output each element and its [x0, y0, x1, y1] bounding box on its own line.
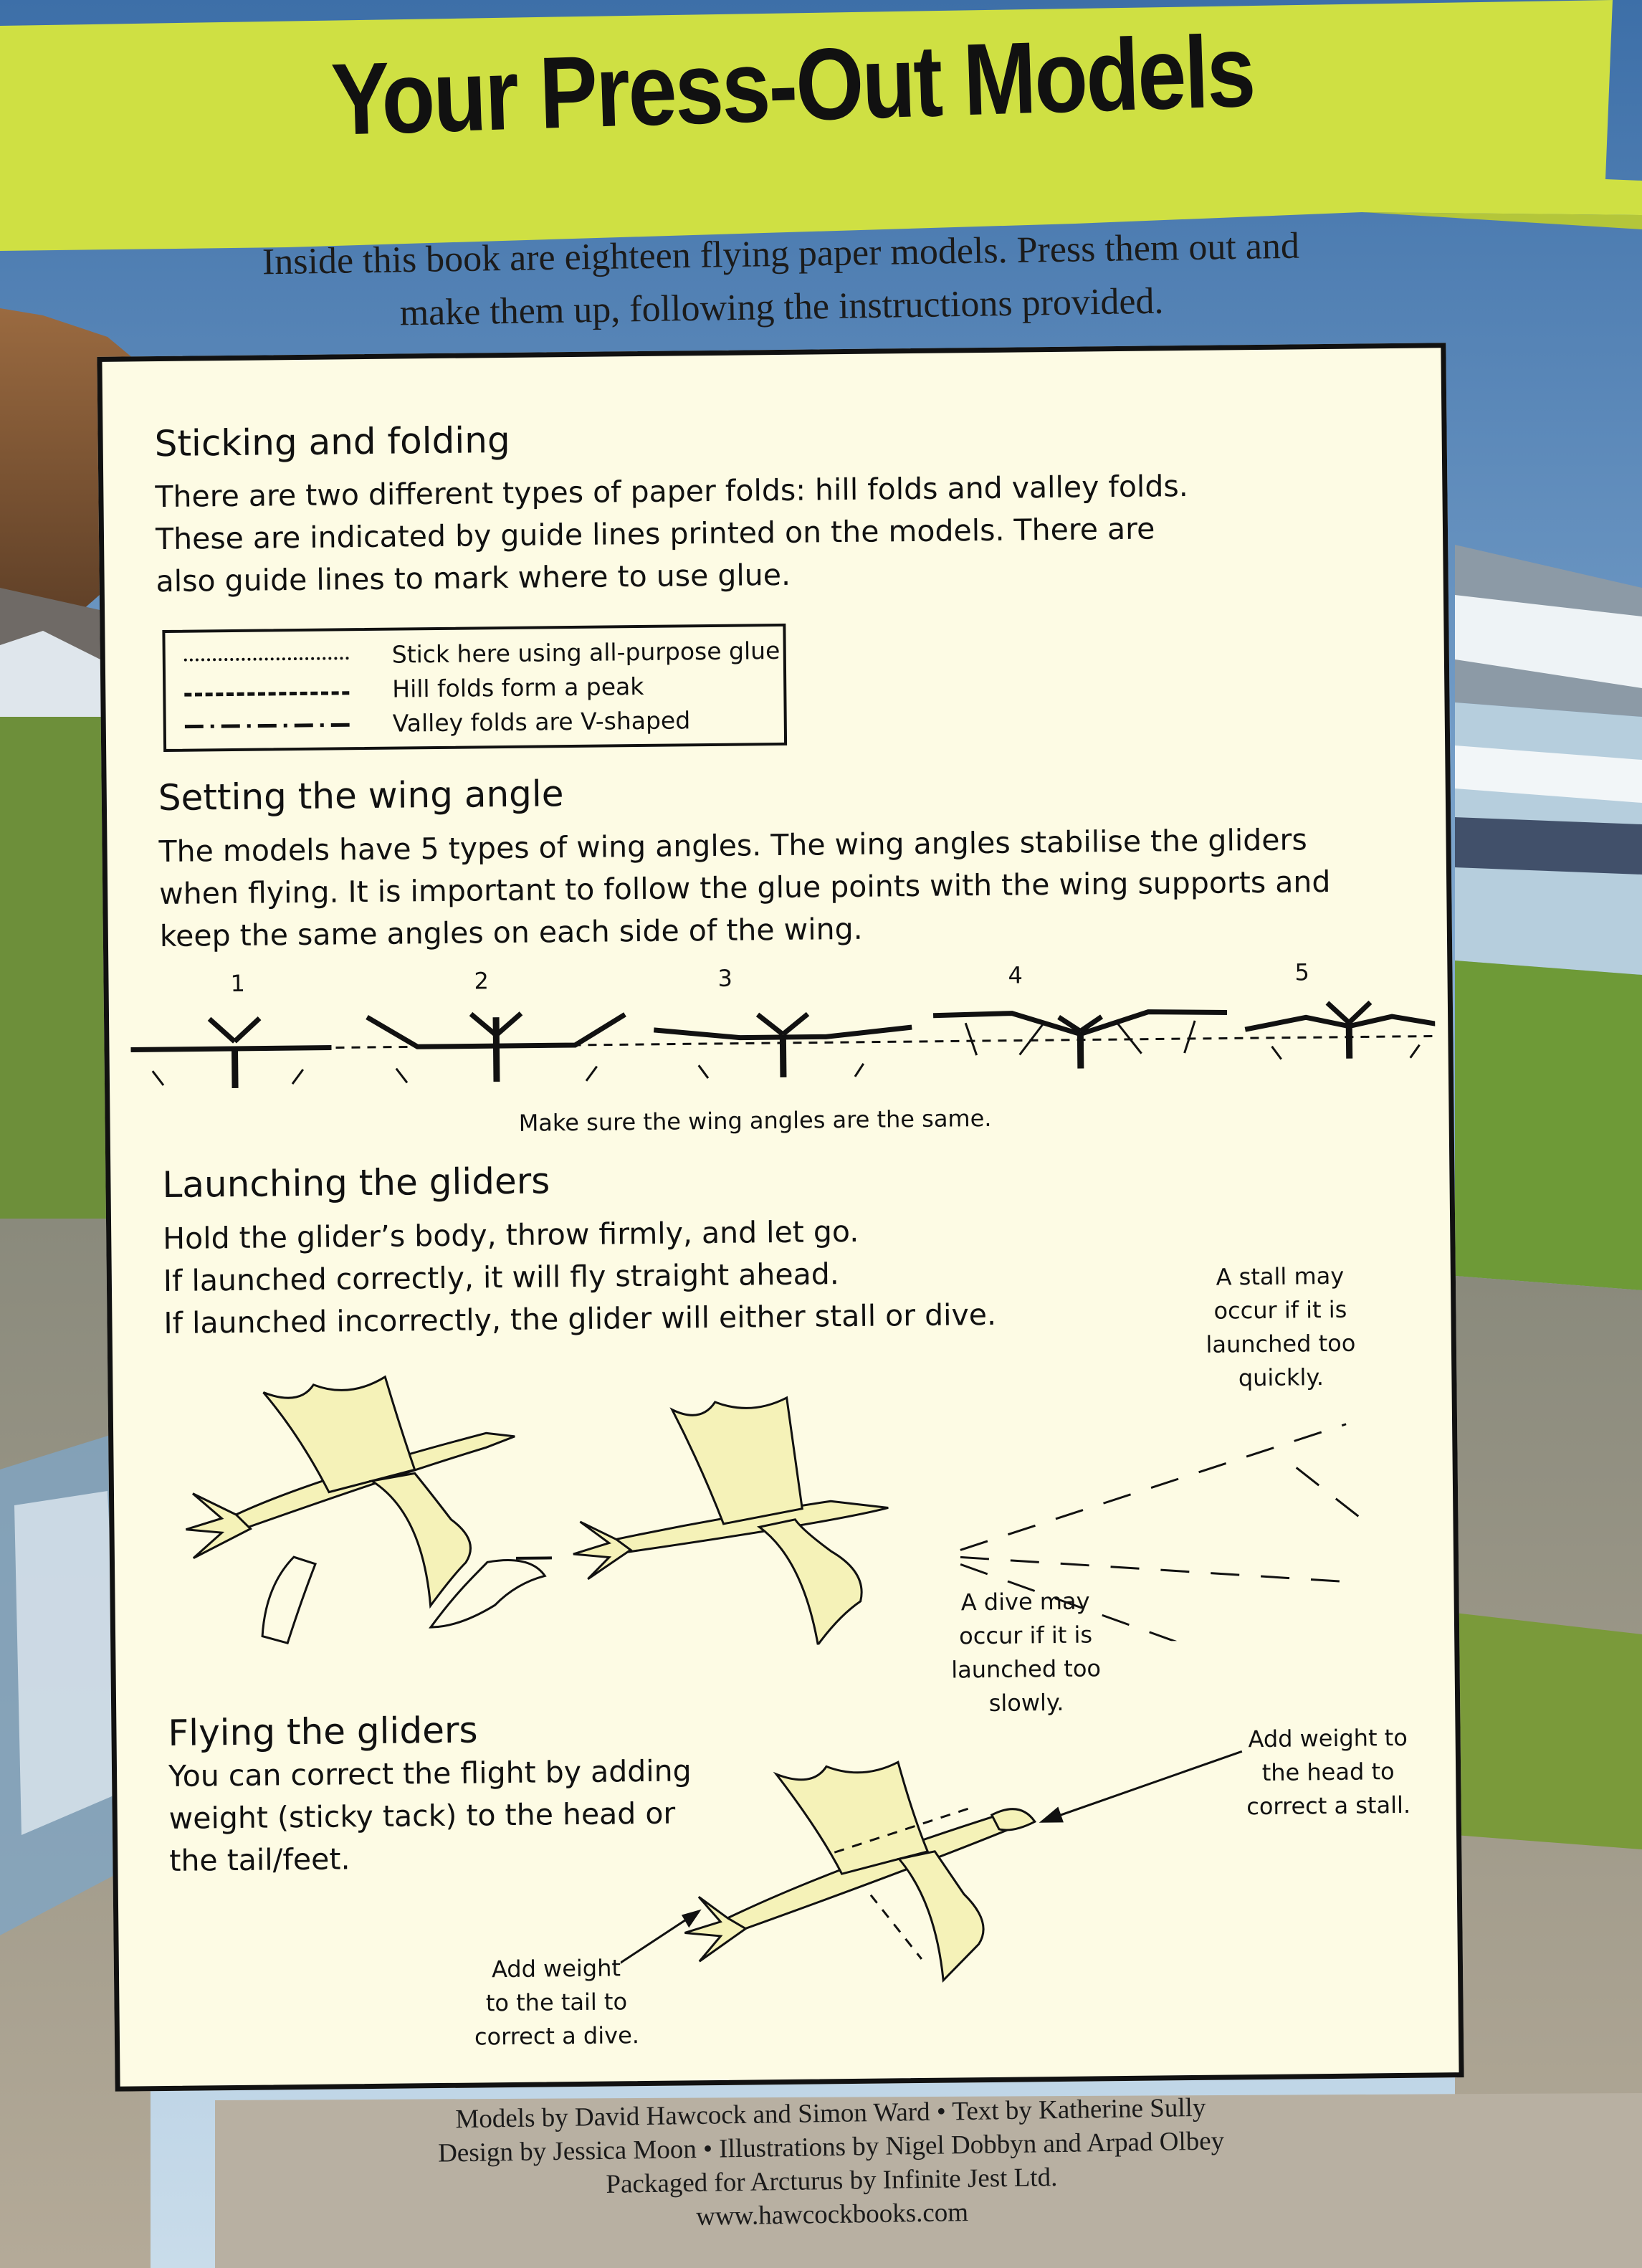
sticking-heading: Sticking and folding [154, 419, 510, 465]
head-weight-note: Add weight to the head to correct a stall. [1246, 1723, 1411, 1821]
launch-diagram [113, 1337, 1456, 1652]
wing-angle-heading: Setting the wing angle [158, 773, 564, 819]
dash-dot-line-sample [185, 720, 350, 731]
wing-angle-3 [654, 1013, 912, 1079]
dragon-glider-climbing-illustration [683, 1760, 1036, 1983]
launching-text: Hold the glider’s body, throw firmly, and let go. If launched correctly, it will fly straight ahead. If launched incorrectly, the glider will either stall or dive. [163, 1214, 997, 1341]
angle-label-1: 1 [230, 969, 246, 998]
dashed-line-sample [184, 691, 349, 696]
page-title: Your Press-Out Models [330, 14, 1256, 157]
flying-text: You can correct the flight by adding weight (sticky tack) to the head or the tail/feet. [168, 1753, 692, 1878]
credits [272, 2088, 1392, 2240]
sticking-text: There are two different types of paper folds: hill folds and valley folds. These are indicated by guide lines printed on the models. There are also guide lines to mark where to use glue. [155, 468, 1188, 599]
stall-note: A stall may occur if it is launched too quickly. [1206, 1262, 1356, 1392]
legend-row-hill-fold: Hill folds form a peak [184, 671, 772, 710]
tail-weight-note: Add weight to the tail to correct a dive. [474, 1954, 640, 2051]
dotted-line-sample [184, 657, 349, 661]
wing-angle-diagram [130, 950, 1436, 1107]
flying-heading: Flying the gliders [168, 1709, 478, 1754]
credits-packaged: Packaged for Arcturus by Infinite Jest Ltd. [606, 2163, 1058, 2199]
credits-models: Models by David Hawcock and Simon Ward • Text by Katherine Sully [455, 2092, 1206, 2135]
angle-label-3: 3 [717, 964, 733, 992]
dragon-glider-in-hand-illustration [184, 1375, 545, 1644]
fold-legend [162, 624, 787, 752]
head-weight-arrow [1041, 1751, 1243, 1821]
launching-heading: Launching the gliders [162, 1160, 550, 1206]
wing-angle-text: The models have 5 types of wing angles. The wing angles stabilise the gliders when flying. It is important to follow the glue points with the wing supports and keep the same angles on each side of the wing. [158, 822, 1331, 954]
dive-note: A dive may occur if it is launched too slowly. [951, 1587, 1102, 1717]
wing-angle-1 [130, 1018, 332, 1090]
legend-row-valley-fold: Valley folds are V-shaped [185, 705, 773, 745]
dragon-glider-flying-illustration [572, 1396, 890, 1647]
legend-row-glue: Stick here using all-purpose glue [184, 637, 772, 676]
angle-label-5: 5 [1294, 958, 1310, 986]
credits-design: Design by Jessica Moon • Illustrations by Nigel Dobbyn and Arpad Olbey [437, 2126, 1225, 2168]
wing-angle-caption: Make sure the wing angles are the same. [518, 1104, 992, 1137]
credits-website[interactable]: www.hawcockbooks.com [695, 2198, 969, 2231]
angle-label-4: 4 [1008, 961, 1023, 989]
intro-text: Inside this book are eighteen flying paper models. Press them out and make them up, following the instructions provided. [262, 225, 1300, 334]
instructions-panel [97, 343, 1464, 2092]
flight-correction-diagram [619, 1740, 1338, 1991]
wing-angle-4 [933, 1011, 1228, 1069]
angle-label-2: 2 [474, 967, 490, 995]
wing-angle-5 [1245, 1001, 1436, 1059]
tail-weight-arrow [619, 1911, 700, 1976]
motion-lines [959, 1424, 1370, 1652]
